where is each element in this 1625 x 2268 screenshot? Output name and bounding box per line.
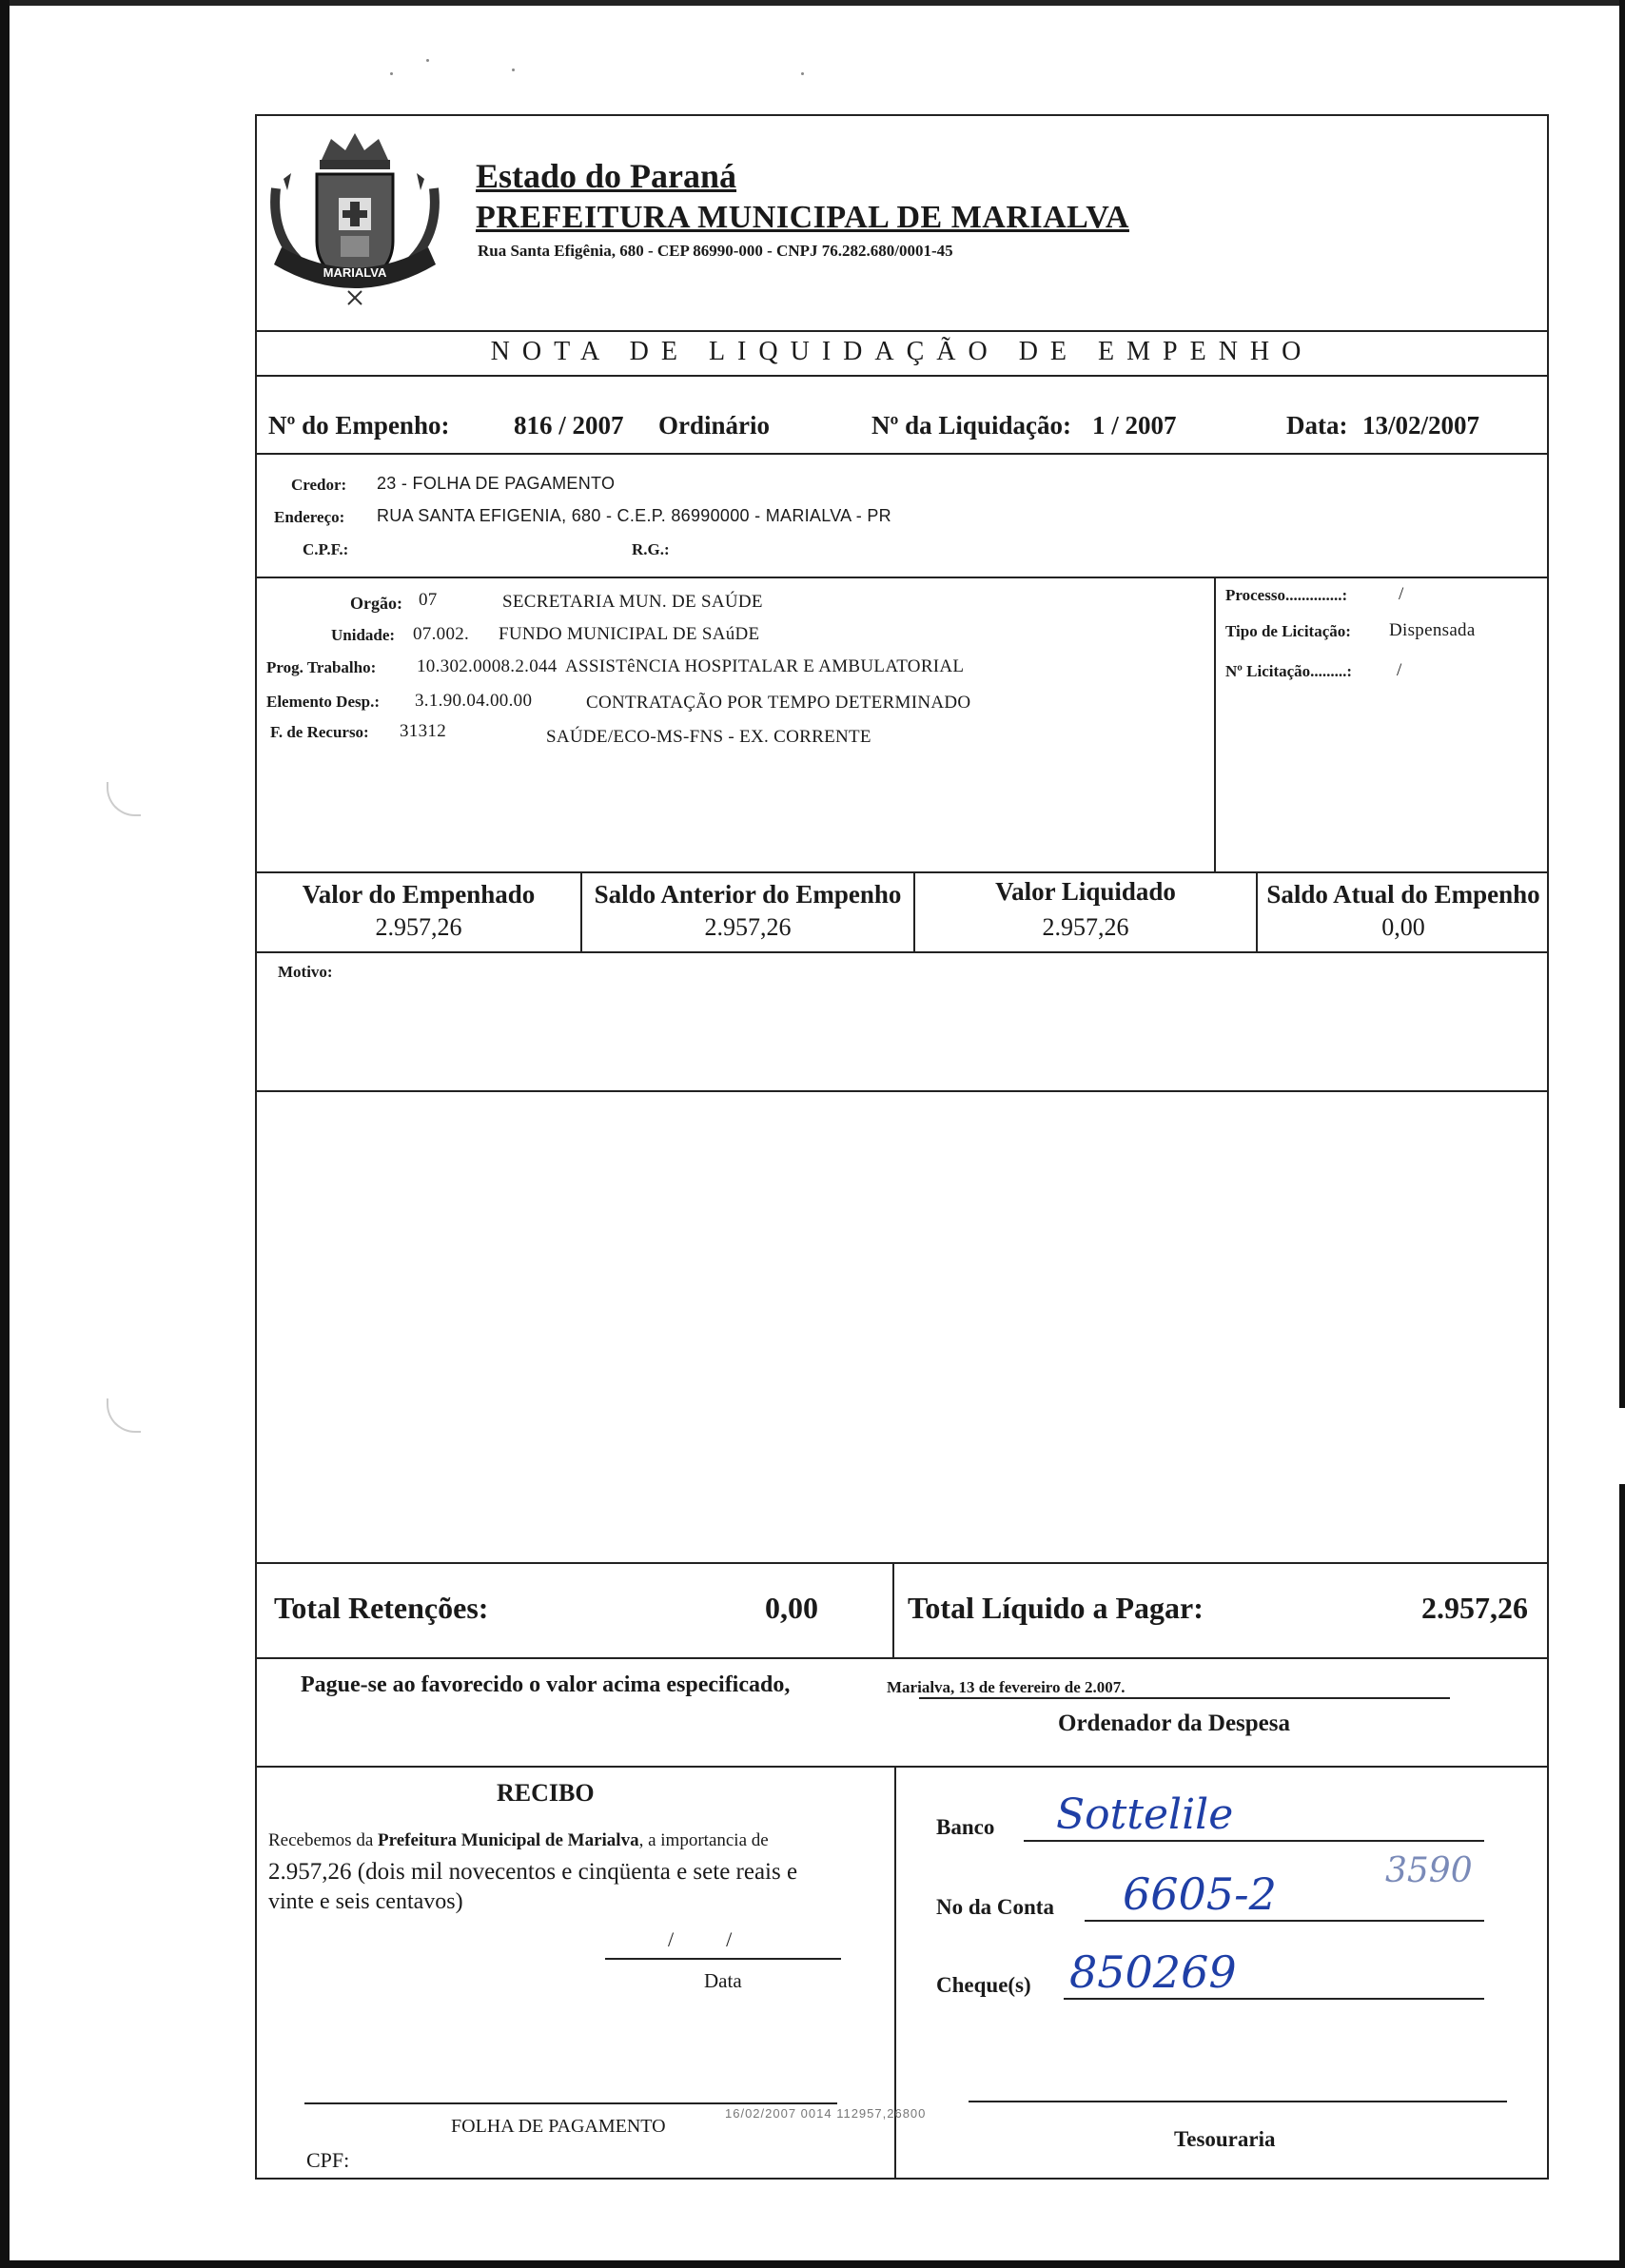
punch-hole-mark: [107, 1398, 141, 1433]
retencoes-label: Total Retenções:: [274, 1591, 489, 1625]
prog-label: Prog. Trabalho:: [266, 658, 377, 676]
licitacao-number-label: Nº Licitação.........:: [1225, 662, 1353, 680]
unidade-label: Unidade:: [331, 626, 396, 644]
tesouraria-signature-line: [969, 2101, 1507, 2102]
payment-place-date: Marialva, 13 de fevereiro de 2.007.: [887, 1678, 1126, 1696]
scan-border-right: [1619, 0, 1625, 1408]
recibo-date-line: [605, 1958, 841, 1960]
state-name: Estado do Paraná: [476, 157, 737, 195]
saldo-anterior-value: 2.957,26: [704, 913, 792, 941]
account-line: [1085, 1920, 1484, 1922]
scan-speck: [801, 72, 804, 75]
liquidado-value: 2.957,26: [1042, 913, 1129, 941]
elemento-name: CONTRATAÇÃO POR TEMPO DETERMINADO: [586, 693, 971, 713]
credor-label: Credor:: [291, 476, 347, 494]
scan-speck: [512, 68, 515, 71]
processo-label: Processo..............:: [1225, 586, 1348, 604]
scan-border-top: [10, 0, 1625, 6]
saldo-anterior-header: Saldo Anterior do Empenho: [594, 880, 902, 909]
recurso-code: 31312: [400, 721, 446, 741]
unidade-name: FUNDO MUNICIPAL DE SAúDE: [499, 624, 760, 644]
empenho-type: Ordinário: [658, 411, 771, 440]
liquidation-note-form: [255, 114, 1549, 2180]
prefecture-name: PREFEITURA MUNICIPAL DE MARIALVA: [476, 200, 1129, 235]
bank-line: [1024, 1840, 1484, 1842]
cpf-label: C.P.F.:: [303, 540, 349, 558]
municipal-coat-of-arms: [264, 122, 445, 312]
bank-handwritten: Sottelile: [1056, 1790, 1234, 1839]
recibo-text-b: Prefeitura Municipal de Marialva: [378, 1830, 639, 1850]
credor-value: 23 - FOLHA DE PAGAMENTO: [377, 474, 616, 493]
recurso-label: F. de Recurso:: [270, 723, 369, 741]
recibo-amount-text: 2.957,26 (dois mil novecentos e cinqüenta e sete reais e: [268, 1859, 798, 1885]
recibo-payee: FOLHA DE PAGAMENTO: [451, 2116, 666, 2137]
licitacao-type-value: Dispensada: [1389, 620, 1476, 640]
recibo-text-c: , a importancia de: [638, 1830, 769, 1850]
saldo-atual-value: 0,00: [1381, 913, 1425, 941]
empenho-label: Nº do Empenho:: [268, 411, 450, 440]
scan-border-bottom: [10, 2260, 1625, 2268]
processo-value: /: [1399, 584, 1404, 604]
emblem-banner-text: MARIALVA: [323, 265, 387, 280]
date-value: 13/02/2007: [1362, 411, 1480, 440]
payment-order-text: Pague-se ao favorecido o valor acima especificado,: [301, 1672, 791, 1697]
scan-speck: [390, 72, 393, 75]
orgao-name: SECRETARIA MUN. DE SAÚDE: [502, 592, 763, 612]
prog-code: 10.302.0008.2.044: [417, 656, 558, 676]
rg-label: R.G.:: [632, 540, 670, 558]
recibo-date-label: Data: [704, 1969, 742, 1992]
prog-name: ASSISTêNCIA HOSPITALAR E AMBULATORIAL: [565, 656, 965, 676]
saldo-atual-header: Saldo Atual do Empenho: [1266, 880, 1540, 909]
scan-border-left: [0, 0, 10, 2268]
account-extra-handwritten: 3590: [1385, 1851, 1473, 1890]
empenhado-value: 2.957,26: [375, 913, 462, 941]
unidade-code: 07.002.: [413, 624, 470, 644]
orgao-label: Orgão:: [350, 594, 402, 613]
liquido-label: Total Líquido a Pagar:: [908, 1591, 1204, 1625]
liquidation-number: 1 / 2007: [1092, 411, 1177, 440]
elemento-label: Elemento Desp.:: [266, 693, 380, 711]
scan-border-right-lower: [1619, 1484, 1625, 2268]
account-handwritten: 6605-2: [1123, 1868, 1277, 1920]
empenho-number: 816 / 2007: [514, 411, 624, 440]
recibo-text-a: Recebemos da: [268, 1830, 379, 1850]
ordenador-label: Ordenador da Despesa: [1058, 1711, 1291, 1736]
ordenador-signature-line: [919, 1697, 1450, 1699]
recibo-title: RECIBO: [497, 1779, 595, 1807]
bank-label: Banco: [936, 1815, 995, 1839]
cheque-line: [1064, 1998, 1484, 2000]
bank-auth-stamp: 16/02/2007 0014 112957,26800: [725, 2106, 927, 2121]
recibo-signature-line: [304, 2102, 837, 2104]
recibo-cpf-label: CPF:: [306, 2148, 350, 2172]
recurso-name: SAÚDE/ECO-MS-FNS - EX. CORRENTE: [546, 727, 871, 747]
orgao-code: 07: [419, 590, 438, 610]
document-title: NOTA DE LIQUIDAÇÃO DE EMPENHO: [490, 337, 1314, 366]
licitacao-type-label: Tipo de Licitação:: [1225, 622, 1351, 640]
cheque-handwritten: 850269: [1069, 1946, 1237, 1998]
empenhado-header: Valor do Empenhado: [302, 880, 536, 909]
licitacao-number-value: /: [1397, 660, 1402, 680]
liquidation-label: Nº da Liquidação:: [871, 411, 1071, 440]
motivo-label: Motivo:: [278, 963, 333, 981]
scan-speck: [426, 59, 429, 62]
recibo-amount-text-2: vinte e seis centavos): [268, 1889, 463, 1914]
liquidado-header: Valor Liquidado: [995, 877, 1176, 906]
date-label: Data:: [1286, 411, 1348, 440]
recibo-text: [268, 1830, 769, 1851]
retencoes-value: 0,00: [765, 1591, 818, 1625]
punch-hole-mark: [107, 782, 141, 816]
address-label: Endereço:: [274, 508, 345, 526]
account-label: No da Conta: [936, 1895, 1054, 1919]
address-value: RUA SANTA EFIGENIA, 680 - C.E.P. 86990000 - MARIALVA - PR: [377, 506, 891, 525]
tesouraria-label: Tesouraria: [1174, 2127, 1276, 2151]
elemento-code: 3.1.90.04.00.00: [415, 691, 533, 711]
liquido-value: 2.957,26: [1421, 1591, 1528, 1625]
recibo-date-slashes: / /: [668, 1927, 733, 1951]
prefecture-address: Rua Santa Efigênia, 680 - CEP 86990-000 - CNPJ 76.282.680/0001-45: [478, 242, 953, 260]
cheque-label: Cheque(s): [936, 1973, 1031, 1997]
